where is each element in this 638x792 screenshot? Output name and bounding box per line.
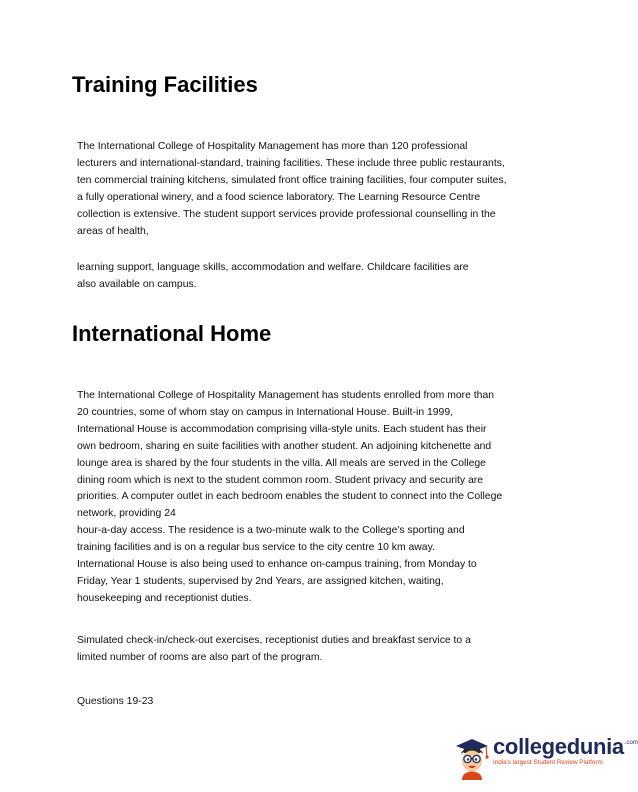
text-line: lecturers and international-standard, training facilities. These include three public restaurants, [77, 157, 505, 169]
paragraph-home-1 [77, 388, 502, 608]
text-line: The International College of Hospitality Management has students enrolled from more than [77, 390, 495, 401]
text-line: 20 countries, some of whom stay on campus in International House. Built-in 1999, [77, 406, 453, 418]
logo-wordmark [493, 734, 638, 766]
paragraph-home-2 [77, 633, 471, 667]
text-line: Friday, Year 1 students, supervised by 2nd Years, are assigned kitchen, waiting, [77, 575, 444, 587]
text-line: limited number of rooms are also part of the program. [77, 651, 323, 663]
text-line: International House is accommodation comprising villa-style units. Each student has their [77, 423, 487, 435]
text-line: Questions 19-23 [77, 696, 154, 707]
text-line: International House is also being used to enhance on-campus training, from Monday to [77, 559, 477, 571]
questions-label [77, 694, 153, 711]
brand-tagline: India's largest Student Review Platform [493, 759, 603, 766]
text-line: ten commercial training kitchens, simulated front office training facilities, four computer suites, [77, 174, 507, 186]
text-line: also available on campus. [77, 278, 197, 290]
text-line: own bedroom, sharing en suite facilities with another student. An adjoining kitchenette and [77, 440, 492, 452]
text-line: priorities. A computer outlet in each bedroom enables the student to connect into the College [77, 491, 503, 503]
text-line: learning support, language skills, accommodation and welfare. Childcare facilities are [77, 262, 469, 273]
text-line: a fully operational winery, and a food science laboratory. The Learning Resource Centre [77, 191, 481, 203]
paragraph-training-1 [77, 139, 506, 240]
text-line: lounge area is shared by the four students in the villa. All meals are served in the College [77, 457, 486, 469]
text-line: network, providing 24 [77, 508, 176, 520]
brand-name: collegedunia [493, 734, 624, 759]
text-line: areas of health, [77, 225, 149, 237]
brand-suffix: .com [624, 740, 638, 746]
paragraph-training-2 [77, 260, 469, 294]
collegedunia-logo [452, 732, 638, 782]
text-line: hour-a-day access. The residence is a two-minute walk to the College's sporting and [77, 525, 465, 537]
heading-training-facilities: Training Facilities [72, 72, 258, 97]
text-line: collection is extensive. The student support services provide professional counselling in the [77, 208, 496, 220]
text-line: dining room which is next to the student common room. Student privacy and security are [77, 474, 484, 486]
student-mascot-icon [452, 732, 492, 780]
text-line: housekeeping and receptionist duties. [77, 592, 252, 604]
text-line: Simulated check-in/check-out exercises, receptionist duties and breakfast service to a [77, 635, 471, 646]
heading-international-home: International Home [72, 321, 272, 346]
text-line: training facilities and is on a regular bus service to the city centre 10 km away. [77, 542, 435, 554]
text-line: The International College of Hospitality Management has more than 120 professional [77, 141, 468, 152]
